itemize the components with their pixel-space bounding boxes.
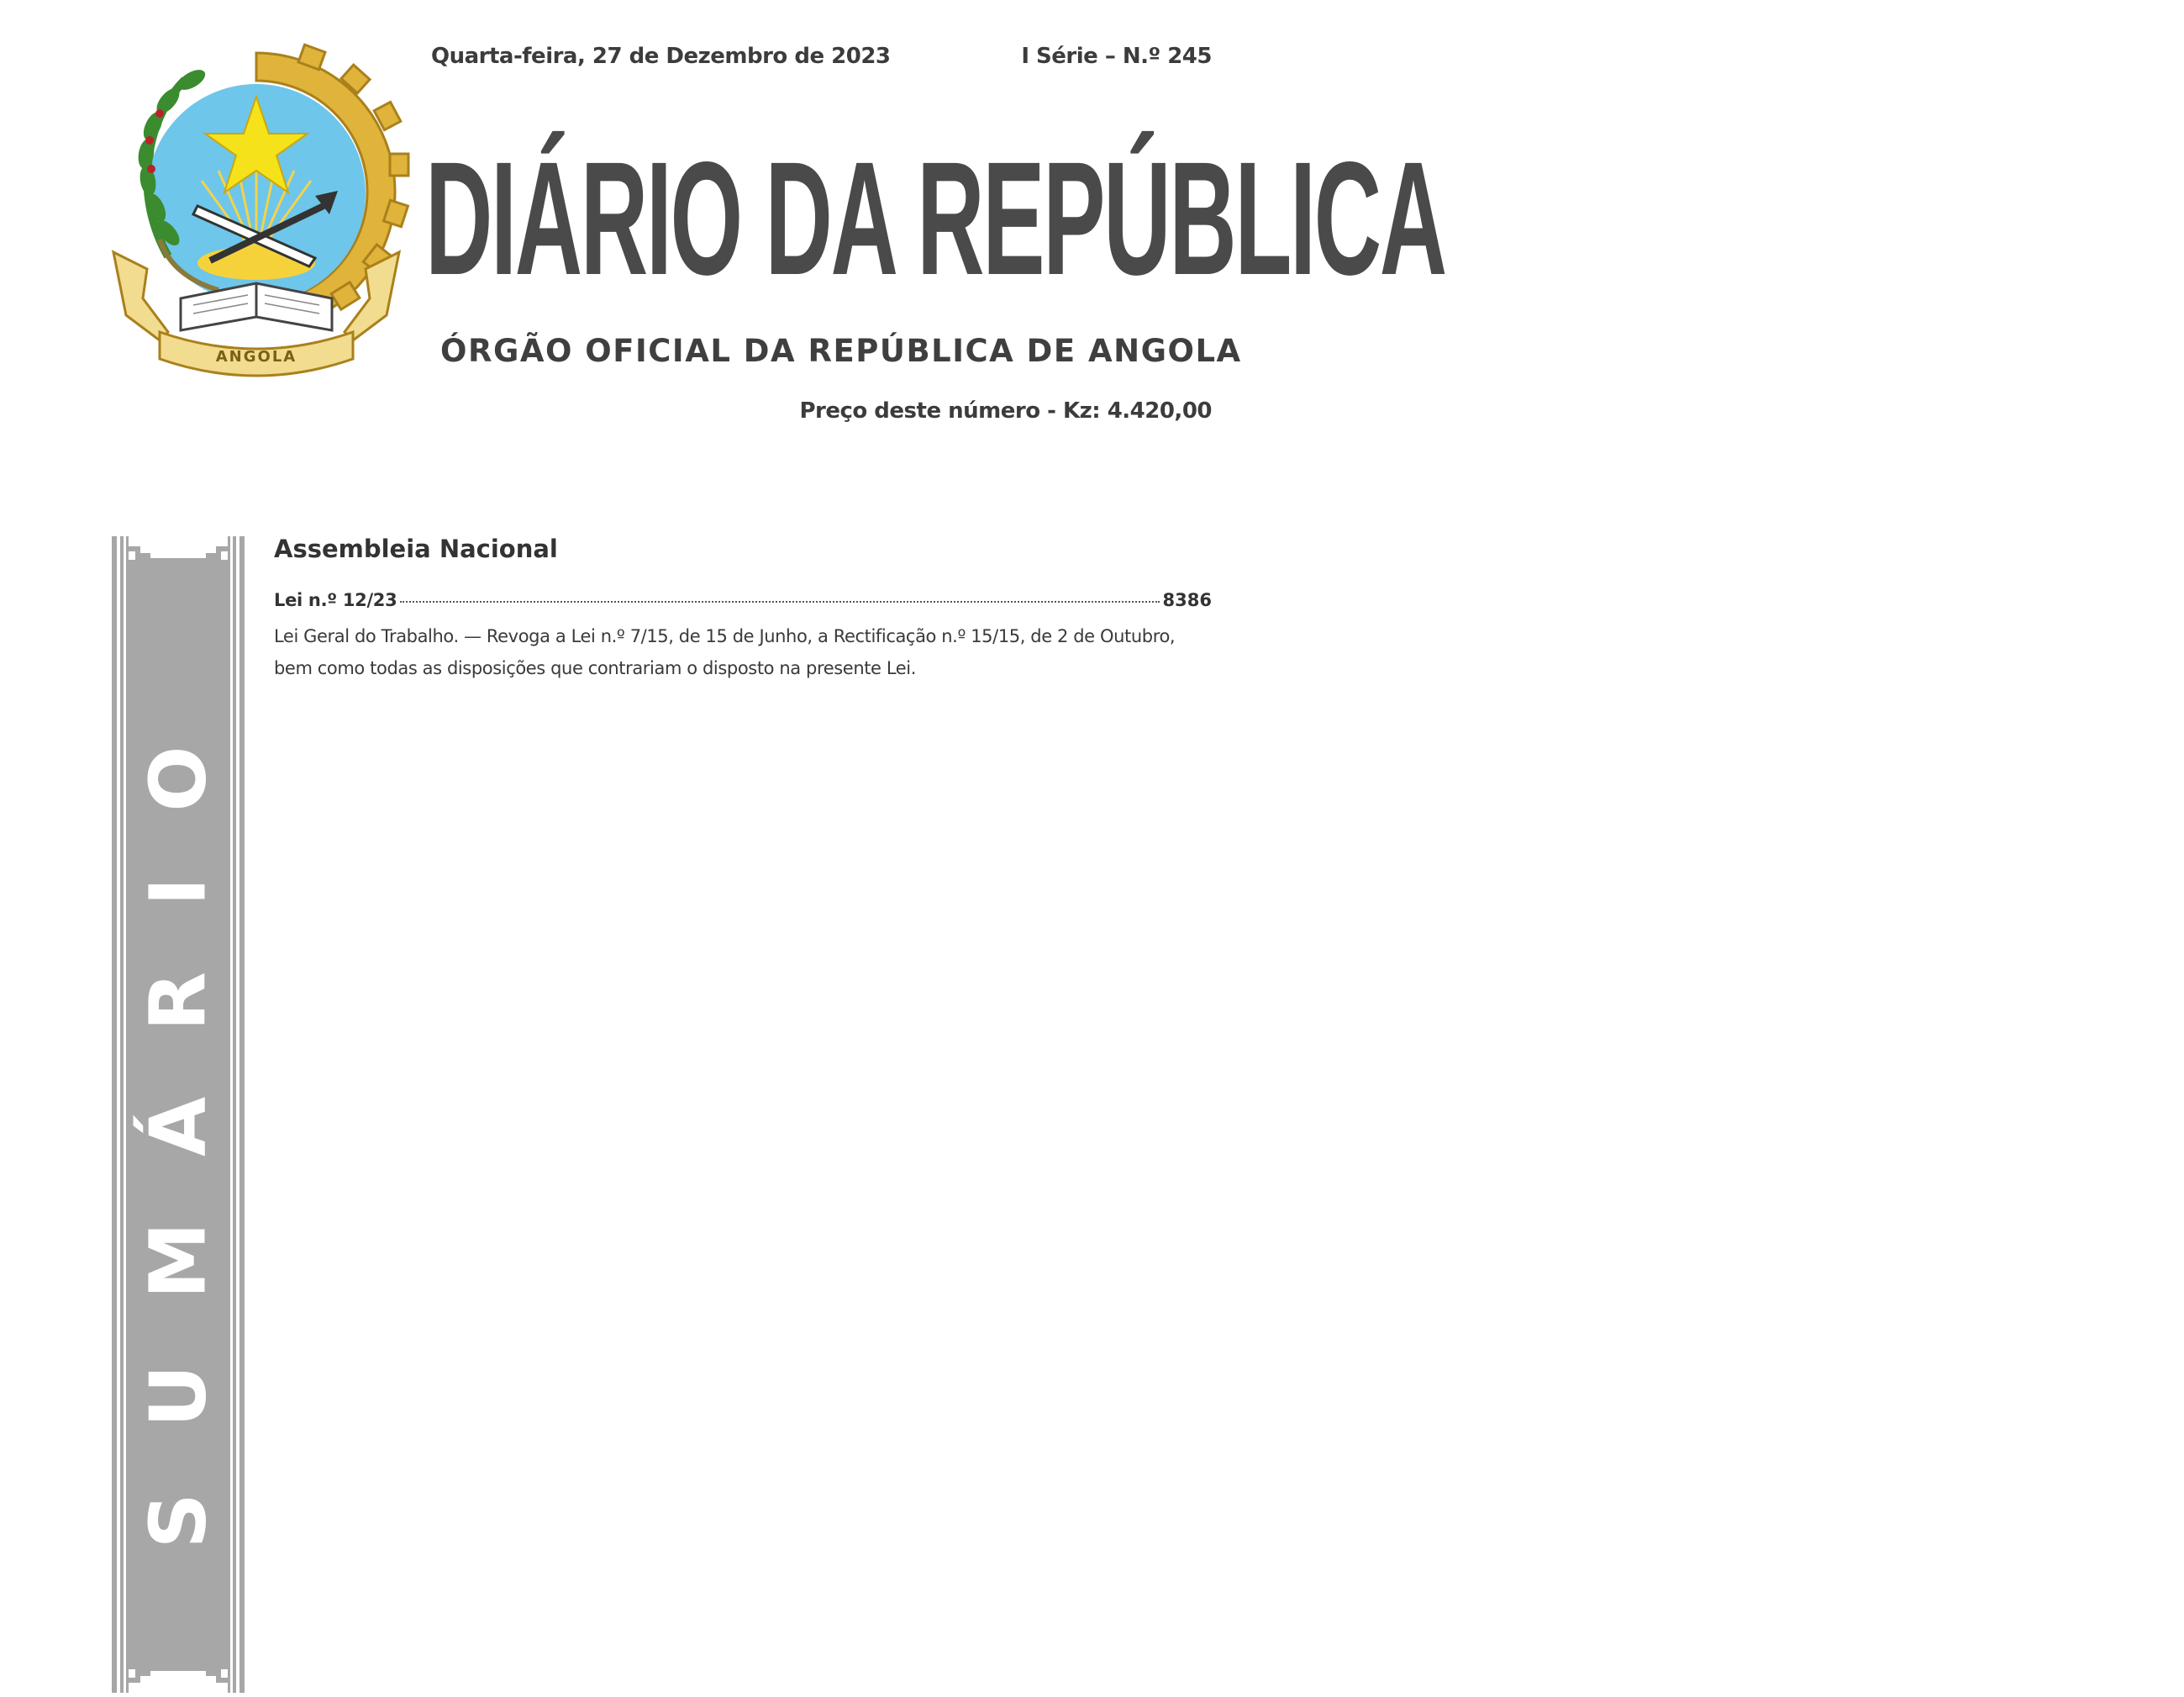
toc-entry-description: Lei Geral do Trabalho. — Revoga a Lei n.º 7/15, de 15 de Junho, a Rectificação n.º 15/15, de 2 de Outubro, bem como todas as disposições que contrariam o disposto na presente Lei. xyxy=(274,626,1176,678)
toc-entry-label: Lei n.º 12/23 xyxy=(274,590,397,610)
summary-side-band xyxy=(112,536,245,1693)
issue-price: Preço deste número - Kz: 4.420,00 xyxy=(799,398,1212,424)
svg-text:ANGOLA: ANGOLA xyxy=(215,348,297,366)
masthead-text: DIÁRIO DA REPÚBLICA xyxy=(425,128,1445,308)
summary-label: SUMÁRIO xyxy=(133,680,224,1549)
summary-label-container xyxy=(112,536,245,1693)
section-title-assembleia: Assembleia Nacional xyxy=(274,535,558,563)
toc-page-number: 8386 xyxy=(1162,590,1212,610)
toc-dot-leader xyxy=(400,601,1159,603)
series-number: I Série – N.º 245 xyxy=(1021,44,1212,69)
masthead-title xyxy=(425,128,1445,308)
issue-date: Quarta-feira, 27 de Dezembro de 2023 xyxy=(431,44,891,69)
official-organ-subtitle: ÓRGÃO OFICIAL DA REPÚBLICA DE ANGOLA xyxy=(440,333,1242,369)
coat-of-arms-emblem xyxy=(109,46,403,378)
toc-entry-lei-12-23[interactable] xyxy=(274,590,1212,610)
